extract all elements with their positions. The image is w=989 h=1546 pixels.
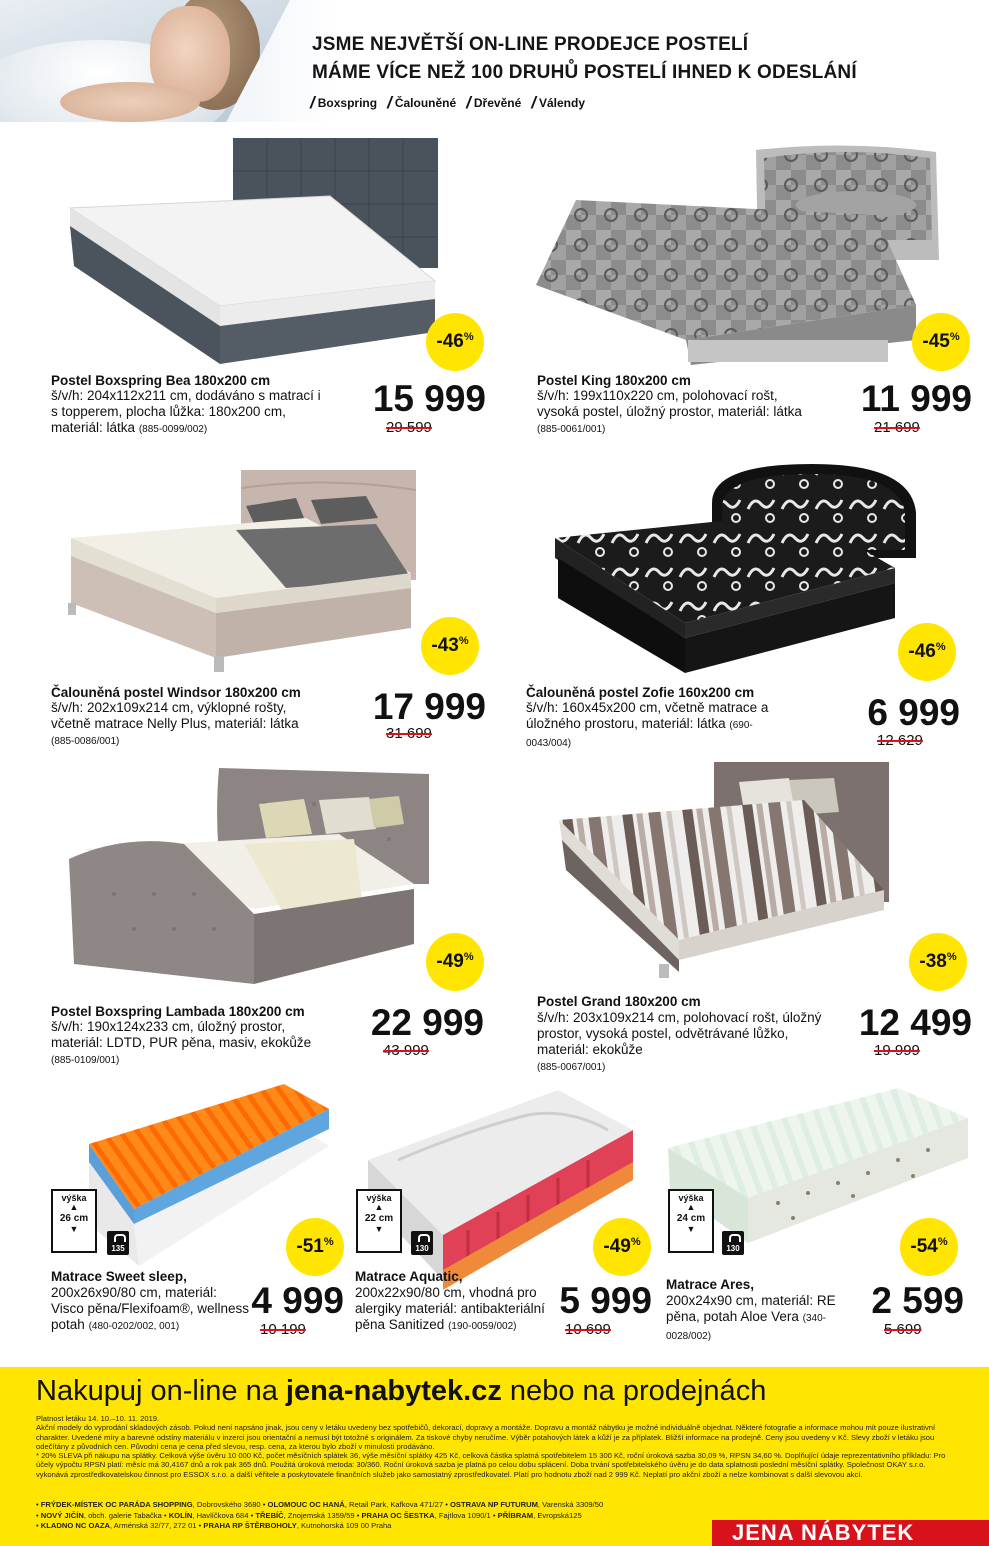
store-list: • FRÝDEK-MÍSTEK OC PARÁDA SHOPPING, Dobrovského 3680 • OLOMOUC OC HANÁ, Retail Park, Kafkova 471/27 • OSTRAVA NP FUTURUM, Varenská 3309/50 • NOVÝ JIČÍN, obch. galerie Tabačka • KOLÍN, Havlíčkova 684 • TŘEBÍČ, Znojemská 1359/59 • PRAHA OC ŠESTKA, Fajtlova 1090/1 • PŘÍBRAM, Evropská125 • KLADNO NC OAZA, Arménská 32/77, 272 01 • PRAHA RP ŠTĚRBOHOLY, Kutnohorská 109 00 Praha bbox=[36, 1500, 604, 1530]
bed-bea-image bbox=[60, 136, 445, 366]
discount-badge: -54 % bbox=[900, 1218, 958, 1276]
jena-logo: JENA NÁBYTEK bbox=[712, 1520, 989, 1546]
discount-badge: -51 % bbox=[286, 1218, 344, 1276]
headline-line-2: MÁME VÍCE NEŽ 100 DRUHŮ POSTELÍ IHNED K ODESLÁNÍ bbox=[312, 62, 857, 83]
height-indicator: výška ▲ 26 cm ▼ bbox=[51, 1189, 97, 1253]
legal-text: Platnost letáku 14. 10.–10. 11. 2019. Akční modely do vyprodání skladových zásob. Pokud není napsáno jinak, jsou ceny v letáku uvedeny bez spotřebičů, dekorací, dopravy a montáže. Dopravu a montáž nábytku je možné individuálně objednat. Některé fotografie a informace mohou mít pouze ilustrativní charakter. Uvedené míry a barevné odstíny materiálu v inzerci jsou orientační a nemusí být totožné s originálem. Za tiskové chyby neručíme. Výběr potahových látek a kůží je za příplatek. Bližší informace na prodejně. Ceny jsou uvedeny v Kč. Slevy zboží v letáku jsou odečítány z původních cen. Původní cena je cena před slevou, resp. cena, za kterou bylo zboží v minulosti prodáváno. * 20% SLEVA při nákupu na splátky. Celková výše úvěru 10 000 Kč, počet měsíčních splátek 36, výše měsíční splátky 425 Kč, celková částka splatná spotřebitelem 15 300 Kč, roční úroková sazba 30,09 %, RPSN 34,60 %. Doplňující údaje reprezentativního příkladu: Pro účely výpočtu RPSN platí: měsíc má 30,4167 dnů a rok pak 365 dnů. Použitá úroková metoda: 30/360. Roční úroková sazba je platná po celou dobu splácení. Doba trvání spotřebitelského úvěru je do data splatnosti poslední měsíční splátky. Společnost OKAY s.r.o. vykonává zprostředkovatelskou činnost pro ESSOX s.r.o. a další věřitele a poskytovatele finančních služeb jako samostatný zprostředkovatel. Platí pro hodnotu zboží nad 2 999 Kč. Neplatí pro akční zboží a nelze kombinovat s další slevovou akcí. bbox=[36, 1414, 946, 1479]
product-description: š/v/h: 203x109x214 cm, polohovací rošt, úložný prostor, vysoká postel, odvětrávané lůžko, materiál: ekokůže (885-0067/001) bbox=[537, 1010, 822, 1073]
bed-zofie-image bbox=[540, 458, 940, 673]
mattress-description: 200x24x90 cm, materiál: RE pěna, potah Aloe Vera (340-0028/002) bbox=[666, 1293, 836, 1342]
product-price: 22 999 bbox=[370, 1002, 484, 1043]
discount-badge: -38 % bbox=[909, 933, 967, 991]
headline-line-1: JSME NEJVĚTŠÍ ON-LINE PRODEJCE POSTELÍ bbox=[312, 34, 749, 55]
mattress-price: 4 999 bbox=[251, 1280, 344, 1321]
discount-badge: -46 % bbox=[898, 623, 956, 681]
product-price: 12 499 bbox=[858, 1002, 972, 1043]
category-valendy[interactable]: / Válendy bbox=[531, 93, 586, 112]
discount-badge: -49 % bbox=[593, 1218, 651, 1276]
product-title: Postel King 180x200 cm bbox=[537, 373, 691, 388]
mattress-description: 200x22x90/80 cm, vhodná pro alergiky materiál: antibakteriální pěna Sanitized (190-0059/002) bbox=[355, 1285, 545, 1332]
mattress-price: 2 599 bbox=[871, 1280, 964, 1321]
bed-grand-image bbox=[554, 760, 899, 980]
product-title: Postel Boxspring Lambada 180x200 cm bbox=[51, 1004, 305, 1019]
product-price: 15 999 bbox=[372, 378, 486, 419]
header-banner bbox=[0, 0, 989, 122]
product-price: 17 999 bbox=[372, 686, 486, 727]
product-price: 11 999 bbox=[860, 378, 972, 419]
product-description: š/v/h: 202x109x214 cm, výklopné rošty, včetně matrace Nelly Plus, materiál: látka (885-0086/001) bbox=[51, 700, 299, 747]
category-list bbox=[310, 93, 585, 113]
category-calounene[interactable]: / Čalouněné bbox=[387, 93, 457, 112]
product-old-price: 29 599 bbox=[386, 419, 432, 436]
mattress-old-price: 10 699 bbox=[565, 1321, 611, 1338]
product-old-price: 19 999 bbox=[874, 1042, 920, 1059]
product-title: Postel Boxspring Bea 180x200 cm bbox=[51, 373, 271, 388]
product-description: š/v/h: 204x112x211 cm, dodáváno s matrací i s topperem, plocha lůžka: 180x200 cm, materiál: látka (885-0099/002) bbox=[51, 388, 321, 435]
product-title: Čalouněná postel Zofie 160x200 cm bbox=[526, 685, 755, 700]
height-indicator: výška ▲ 24 cm ▼ bbox=[668, 1189, 714, 1253]
bed-windsor-image bbox=[66, 468, 426, 678]
product-title: Postel Grand 180x200 cm bbox=[537, 994, 701, 1009]
weight-limit-icon: 130 bbox=[411, 1231, 433, 1255]
mattress-description: 200x26x90/80 cm, materiál: Visco pěna/Flexifoam®, wellness potah (480-0202/002, 001) bbox=[51, 1285, 250, 1332]
discount-badge: -45 % bbox=[912, 313, 970, 371]
discount-badge: -46 % bbox=[426, 313, 484, 371]
product-old-price: 31 699 bbox=[386, 725, 432, 742]
mattress-old-price: 5 699 bbox=[884, 1321, 922, 1338]
mattress-title: Matrace Aquatic, bbox=[355, 1269, 463, 1284]
discount-badge: -43 % bbox=[421, 617, 479, 675]
product-old-price: 21 699 bbox=[874, 419, 920, 436]
category-boxspring[interactable]: / Boxspring bbox=[310, 93, 378, 112]
product-description: š/v/h: 160x45x200 cm, včetně matrace a úložného prostoru, materiál: látka (690-0043/004) bbox=[526, 700, 769, 749]
bed-king-image bbox=[536, 140, 946, 365]
product-old-price: 43 999 bbox=[383, 1042, 429, 1059]
height-indicator: výška ▲ 22 cm ▼ bbox=[356, 1189, 402, 1253]
weight-limit-icon: 135 bbox=[107, 1231, 129, 1255]
product-old-price: 12 629 bbox=[877, 732, 923, 749]
mattress-price: 5 999 bbox=[559, 1280, 652, 1321]
product-description: š/v/h: 190x124x233 cm, úložný prostor, materiál: LDTD, PUR pěna, masiv, ekokůže (885-0109/001) bbox=[51, 1019, 312, 1066]
mattress-title: Matrace Sweet sleep, bbox=[51, 1269, 187, 1284]
mattress-title: Matrace Ares, bbox=[666, 1277, 755, 1292]
product-title: Čalouněná postel Windsor 180x200 cm bbox=[51, 685, 301, 700]
category-drevene[interactable]: / Dřevěné bbox=[466, 93, 522, 112]
mattress-old-price: 10 199 bbox=[260, 1321, 306, 1338]
product-price: 6 999 bbox=[867, 692, 960, 733]
discount-badge: -49 % bbox=[426, 933, 484, 991]
website-link[interactable]: jena-nabytek.cz bbox=[285, 1375, 502, 1407]
weight-limit-icon: 130 bbox=[722, 1231, 744, 1255]
footer-headline: Nakupuj on-line na jena-nabytek.cz nebo na prodejnách bbox=[36, 1375, 767, 1407]
product-description: š/v/h: 199x110x220 cm, polohovací rošt, vysoká postel, úložný prostor, materiál: látka (885-0061/001) bbox=[537, 388, 802, 435]
bed-lambada-image bbox=[64, 764, 434, 989]
